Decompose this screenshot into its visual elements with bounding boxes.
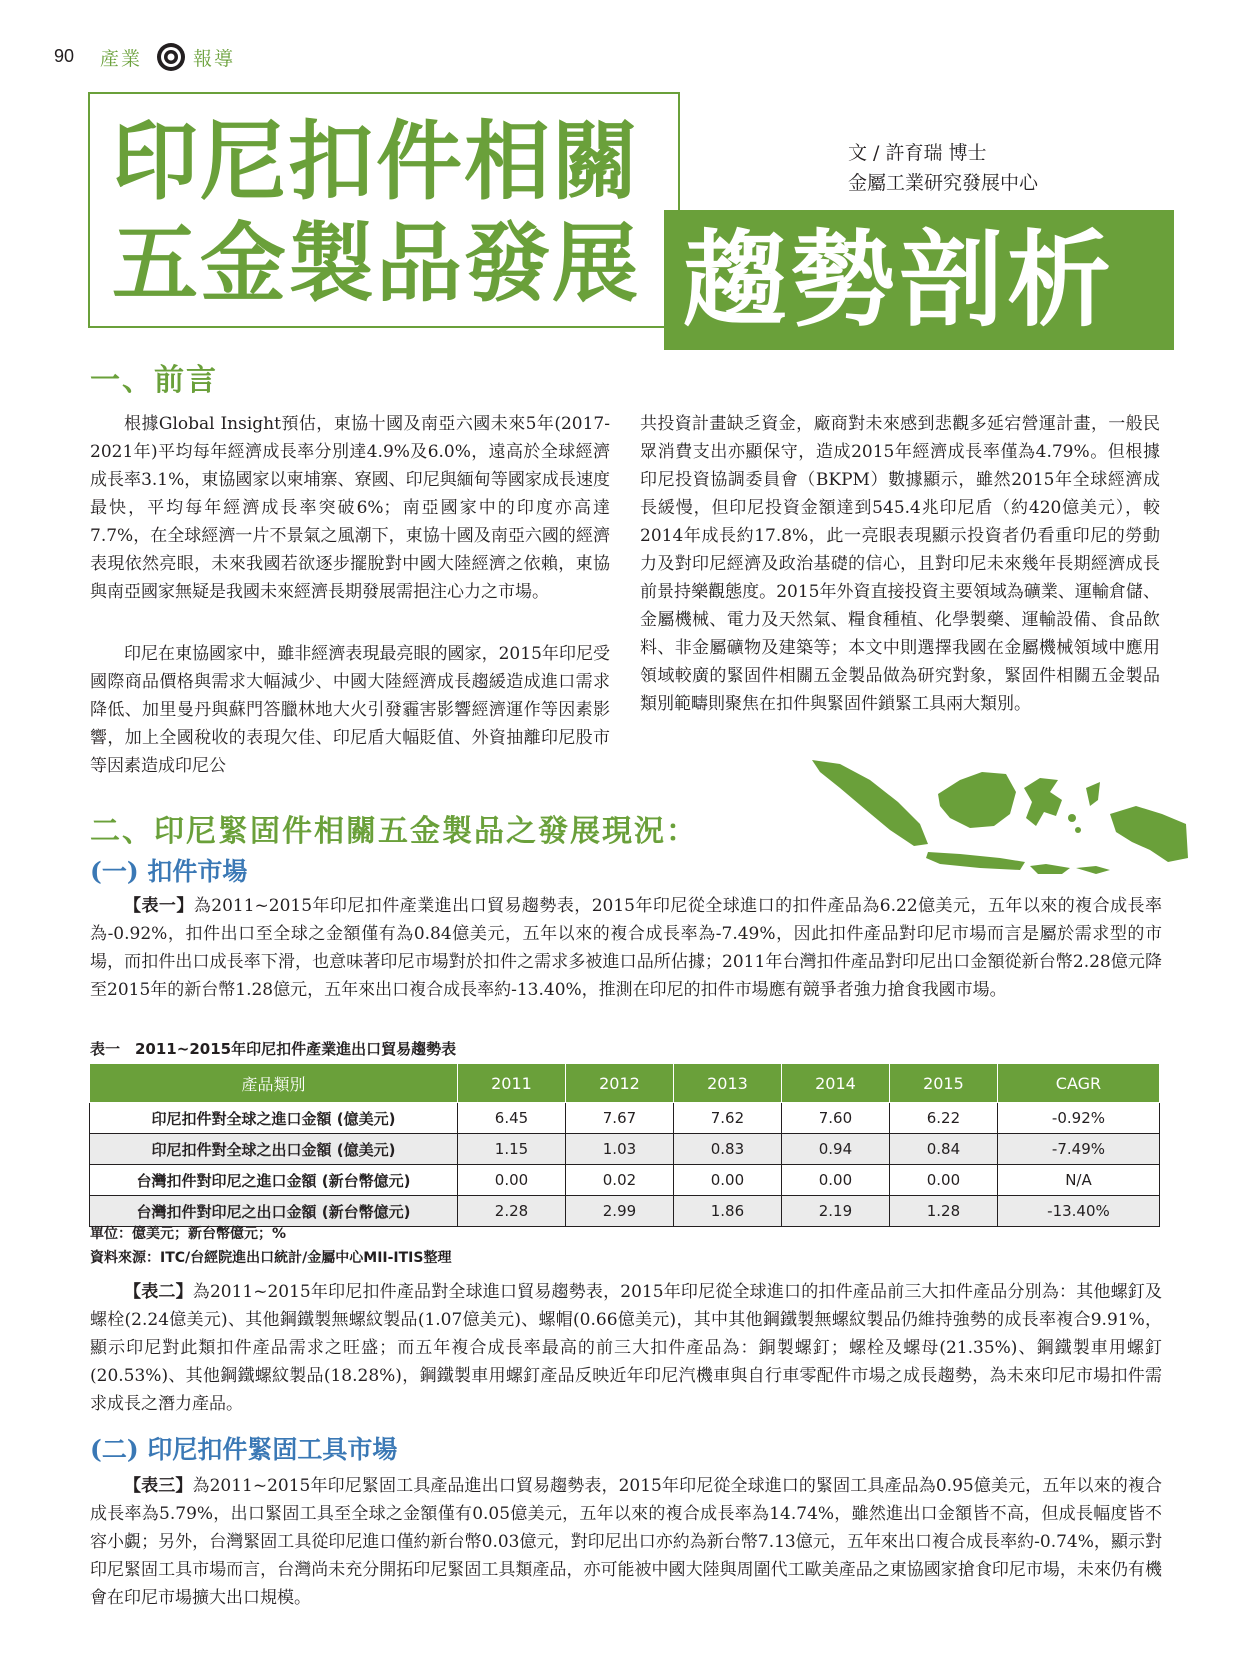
section-label-right: 報導 (193, 49, 236, 70)
table-row (90, 1165, 1160, 1196)
table-header-cell: 2013 (673, 1064, 781, 1103)
table-ref-3: 【表三】 (124, 1476, 193, 1496)
section-2-paragraph-3-text: 為2011~2015年印尼緊固工具產品進出口貿易趨勢表，2015年印尼從全球進口的緊固工具產品為0.95億美元，五年以來的複合成長率為5.79%，出口緊固工具至全球之金額僅有0.05億美元，五年以來的複合成長率為14.74%，雖然進出口金額皆不高，但成長幅度皆不容小覷；另外，台灣緊固工具從印尼進口僅約新台幣0.03億元，對印尼出口亦約為新台幣7.13億元，五年來出口複合成長率約-0.74%，顯示對印尼緊固工具市場而言，台灣尚未充分開拓印尼緊固工具類產品，亦可能被中國大陸與周圍代工歐美產品之東協國家搶食印尼市場，未來仍有機會在印尼市場擴大出口規模。 (90, 1476, 1163, 1608)
table-cell: 0.00 (889, 1165, 997, 1196)
table-cell: -0.92% (997, 1103, 1159, 1134)
table-cell-category: 台灣扣件對印尼之進口金額 (新台幣億元) (90, 1165, 458, 1196)
table-cell: 7.60 (781, 1103, 889, 1134)
title-line-2: 五金製品發展 (112, 214, 640, 314)
table-cell: 0.02 (565, 1165, 673, 1196)
table-cell: 0.00 (781, 1165, 889, 1196)
page-number: 90 (54, 46, 75, 66)
table-header-cell: 2011 (458, 1064, 566, 1103)
table-1-title: 表一 2011~2015年印尼扣件產業進出口貿易趨勢表 (90, 1040, 457, 1058)
section-2-paragraph-2-text: 為2011~2015年印尼扣件產品對全球進口貿易趨勢表，2015年印尼從全球進口的扣件產品前三大扣件產品分別為：其他螺釘及螺栓(2.24億美元)、其他鋼鐵製無螺紋製品(1.07億美元)、螺帽(0.66億美元)，其中其他鋼鐵製無螺紋製品仍維持強勢的成長率複合9.91%，顯示印尼對此類扣件產品需求之旺盛；而五年複合成長率最高的前三大扣件產品為：銅製螺釘；螺栓及螺母(21.35%)、鋼鐵製車用螺釘(20.53%)、其他鋼鐵螺紋製品(18.28%)，鋼鐵製車用螺釘產品反映近年印尼汽機車與自行車零配件市場之成長趨勢，為未來印尼市場扣件需求成長之潛力產品。 (90, 1282, 1163, 1414)
subsection-2-heading: (二) 印尼扣件緊固工具市場 (90, 1435, 398, 1464)
table-cell: 6.45 (458, 1103, 566, 1134)
table-cell-category: 印尼扣件對全球之進口金額 (億美元) (90, 1103, 458, 1134)
table-cell: -7.49% (997, 1134, 1159, 1165)
table-header-cell: 2015 (889, 1064, 997, 1103)
section-2-paragraph-1 (90, 892, 1162, 1004)
table-cell: 2.28 (458, 1196, 566, 1227)
author-org: 金屬工業研究發展中心 (848, 172, 1039, 194)
table-cell: 2.19 (781, 1196, 889, 1227)
table-cell-category: 印尼扣件對全球之出口金額 (億美元) (90, 1134, 458, 1165)
table-cell: 2.99 (565, 1196, 673, 1227)
author-block (848, 138, 1038, 198)
target-icon (156, 42, 186, 72)
table-1-notes (90, 1222, 451, 1270)
section-2-paragraph-2 (90, 1278, 1162, 1418)
table-cell: 0.83 (673, 1134, 781, 1165)
table-cell: 7.62 (673, 1103, 781, 1134)
title-line-1: 印尼扣件相關 (112, 112, 640, 212)
section-1-paragraph-1: 根據Global Insight預估，東協十國及南亞六國未來5年(2017-2021年)平均每年經濟成長率分別達4.9%及6.0%，遠高於全球經濟成長率3.1%，東協國家以柬埔寨、寮國、印尼與緬甸等國家成長速度最快，平均每年經濟成長率突破6%；南亞國家中的印度亦高達7.7%，在全球經濟一片不景氣之風潮下，東協十國及南亞六國的經濟表現依然亮眼，未來我國若欲逐步擺脫對中國大陸經濟之依賴，東協與南亞國家無疑是我國未來經濟長期發展需挹注心力之市場。 (90, 414, 610, 602)
table-header-cell: 2014 (781, 1064, 889, 1103)
indonesia-map-illustration (810, 758, 1190, 878)
table-cell: 0.94 (781, 1134, 889, 1165)
table-cell: 1.28 (889, 1196, 997, 1227)
table-row (90, 1103, 1160, 1134)
section-1-heading: 一、前言 (90, 363, 218, 398)
section-label-left: 產業 (100, 49, 143, 70)
section-2-paragraph-1-text: 為2011~2015年印尼扣件產業進出口貿易趨勢表，2015年印尼從全球進口的扣件產品為6.22億美元，五年以來的複合成長率為-0.92%，扣件出口至全球之金額僅有為0.84億美元，五年以來的複合成長率為-7.49%，因此扣件產品對印尼市場而言是屬於需求型的市場，而扣件出口成長率下滑，也意味著印尼市場對於扣件之需求多被進口品所佔據；2011年台灣扣件產品對印尼出口金額從新台幣2.28億元降至2015年的新台幣1.28億元，五年來出口複合成長率約-13.40%，推測在印尼的扣件市場應有競爭者強力搶食我國市場。 (90, 896, 1162, 1000)
title-line-3: 趨勢剖析 (683, 219, 1116, 341)
table-cell: N/A (997, 1165, 1159, 1196)
table-cell: 0.00 (458, 1165, 566, 1196)
subsection-1-heading: (一) 扣件市場 (90, 857, 248, 886)
table-cell: 6.22 (889, 1103, 997, 1134)
table-cell: 1.03 (565, 1134, 673, 1165)
table-ref-1: 【表一】 (124, 896, 194, 916)
table-header-cell: 2012 (565, 1064, 673, 1103)
table-cell: 7.67 (565, 1103, 673, 1134)
author-name: 文 / 許育瑞 博士 (848, 142, 987, 164)
table-header-cell: 產品類別 (90, 1064, 458, 1103)
table-row (90, 1134, 1160, 1165)
table-header-cell: CAGR (997, 1064, 1159, 1103)
table-cell-category: 台灣扣件對印尼之出口金額 (新台幣億元) (90, 1196, 458, 1227)
section-2-heading: 二、印尼緊固件相關五金製品之發展現況： (90, 814, 698, 849)
table-1-source: 資料來源：ITC/台經院進出口統計/金屬中心MII-ITIS整理 (90, 1250, 452, 1266)
table-cell: 1.86 (673, 1196, 781, 1227)
section-2-paragraph-3 (90, 1472, 1162, 1612)
table-ref-2: 【表二】 (124, 1282, 193, 1302)
section-1-paragraph-2: 印尼在東協國家中，雖非經濟表現最亮眼的國家，2015年印尼受國際商品價格與需求大幅減少、中國大陸經濟成長趨緩造成進口需求降低、加里曼丹與蘇門答臘林地大火引發霾害影響經濟運作等因素影響，加上全國稅收的表現欠佳、印尼盾大幅貶值、外資抽離印尼股市等因素造成印尼公 (90, 644, 610, 776)
table-cell: -13.40% (997, 1196, 1159, 1227)
table-cell: 1.15 (458, 1134, 566, 1165)
table-cell: 0.84 (889, 1134, 997, 1165)
table-header-row (90, 1064, 1160, 1103)
table-1 (89, 1063, 1160, 1227)
table-1-unit: 單位：億美元；新台幣億元；% (90, 1226, 287, 1242)
table-cell: 0.00 (673, 1165, 781, 1196)
section-1-paragraph-3: 共投資計畫缺乏資金，廠商對未來感到悲觀多延宕營運計畫，一般民眾消費支出亦顯保守，造成2015年經濟成長率僅為4.79%。但根據印尼投資協調委員會（BKPM）數據顯示，雖然2015年全球經濟成長緩慢，但印尼投資金額達到545.4兆印尼盾（約420億美元），較2014年成長約17.8%，此一亮眼表現顯示投資者仍看重印尼的勞動力及對印尼經濟及政治基礎的信心，且對印尼未來幾年長期經濟成長前景持樂觀態度。2015年外資直接投資主要領域為礦業、運輸倉儲、金屬機械、電力及天然氣、糧食種植、化學製藥、運輸設備、食品飲料、非金屬礦物及建築等；本文中則選擇我國在金屬機械領域中應用領域較廣的緊固件相關五金製品做為研究對象，緊固件相關五金製品類別範疇則聚焦在扣件與緊固件鎖緊工具兩大類別。 (640, 414, 1160, 714)
